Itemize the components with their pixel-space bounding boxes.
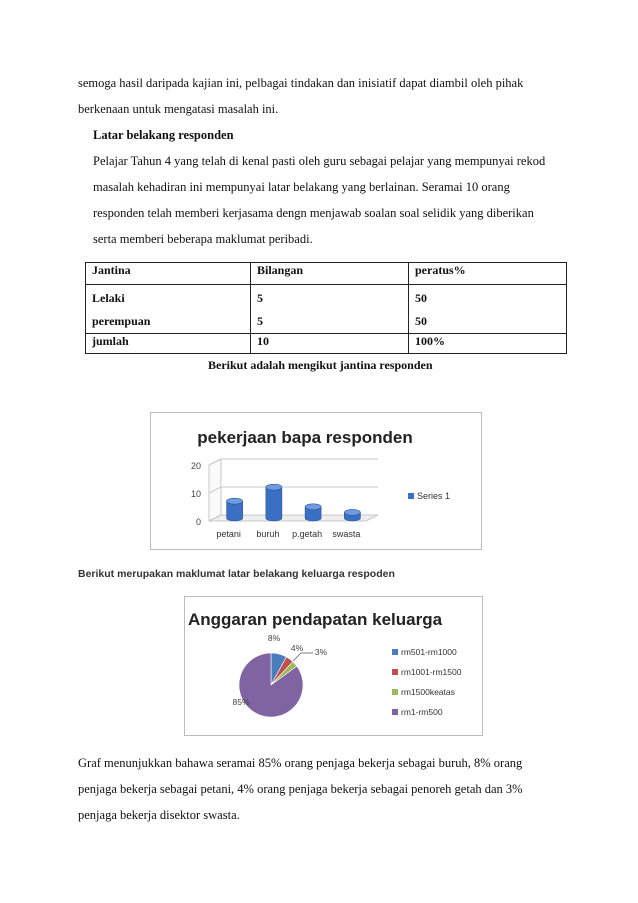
legend-label: rm501-rm1000 <box>401 647 457 657</box>
background-paragraph <box>93 148 560 252</box>
bar-chart-frame <box>150 412 482 550</box>
pie-data-label: 3% <box>314 647 328 657</box>
conclusion-line-2: penjaga bekerja sebagai petani, 4% orang penjaga bekerja sebagai penoreh getah dan 3% <box>78 782 523 796</box>
table-cell: 10 <box>251 334 409 354</box>
legend-swatch <box>392 709 398 715</box>
table-cell: jumlah <box>86 334 251 354</box>
table-caption: Berikut adalah mengikut jantina responden <box>208 358 433 372</box>
pie-data-label: 85% <box>232 697 250 707</box>
x-tick-label: petani <box>216 529 241 539</box>
conclusion-line-1: Graf menunjukkan bahawa seramai 85% orang penjaga bekerja sebagai buruh, 8% orang <box>78 756 523 770</box>
background-line-2: masalah kehadiran ini mempunyai latar belakang yang berlainan. Seramai 10 orang <box>93 180 510 194</box>
intro-line-1: semoga hasil daripada kajian ini, pelbagai tindakan dan inisiatif dapat diambil oleh pihak <box>78 76 524 90</box>
table-cell: 100% <box>409 334 567 354</box>
legend-label: rm1-rm500 <box>401 707 443 717</box>
bar-petani <box>227 498 243 521</box>
table-header-cell: peratus% <box>409 263 567 285</box>
intro-line-2: berkenaan untuk mengatasi masalah ini. <box>78 102 279 116</box>
pie-chart <box>185 597 482 735</box>
y-tick-label: 20 <box>190 461 201 471</box>
table-cell: 50 <box>415 291 427 305</box>
pie-data-label: 4% <box>290 643 304 653</box>
table-cell: Lelaki <box>92 291 125 305</box>
table-total-row <box>86 334 567 354</box>
legend-label: rm1500keatas <box>401 687 455 697</box>
legend-swatch <box>392 649 398 655</box>
background-line-1: Pelajar Tahun 4 yang telah di kenal pasti oleh guru sebagai pelajar yang mempunyai rekod <box>93 154 546 168</box>
table-row <box>86 285 567 334</box>
x-tick-label: p.getah <box>292 529 323 539</box>
background-line-3: responden telah memberi kerjasama dengn menjawab soalan soal selidik yang diberikan <box>93 206 534 220</box>
section-heading: Latar belakang responden <box>93 128 234 142</box>
conclusion-paragraph <box>78 750 548 828</box>
family-caption: Berikut merupakan maklumat latar belakang keluarga respoden <box>78 568 395 580</box>
gridline <box>209 487 378 493</box>
background-line-4: serta memberi beberapa maklumat peribadi. <box>93 232 313 246</box>
y-tick-label: 10 <box>190 489 201 499</box>
table-cell: 5 <box>257 291 263 305</box>
gender-table <box>85 262 567 354</box>
y-tick-label: 0 <box>195 517 201 527</box>
intro-paragraph <box>78 70 560 122</box>
table-cell: perempuan <box>92 314 151 328</box>
chart-title: pekerjaan bapa responden <box>197 428 413 447</box>
table-header-cell: Bilangan <box>251 263 409 285</box>
table-header-cell: Jantina <box>86 263 251 285</box>
x-tick-label: swasta <box>332 529 361 539</box>
bar-p.getah <box>305 504 321 521</box>
gridline <box>209 459 378 465</box>
legend-swatch <box>392 689 398 695</box>
bar-chart <box>151 413 481 549</box>
bar-swasta <box>344 509 360 521</box>
pie-chart-frame <box>184 596 483 736</box>
x-tick-label: buruh <box>256 529 280 539</box>
chart-title: Anggaran pendapatan keluarga <box>187 610 443 629</box>
bar-buruh <box>266 484 282 521</box>
conclusion-line-3: penjaga bekerja disektor swasta. <box>78 808 240 822</box>
legend-swatch <box>408 493 414 499</box>
table-cell: 50 <box>415 314 427 328</box>
legend-label: rm1001-rm1500 <box>401 667 462 677</box>
table-cell: 5 <box>257 314 263 328</box>
pie-data-label: 8% <box>267 633 281 643</box>
pie-leader-line <box>293 653 313 661</box>
table-header-row <box>86 263 567 285</box>
legend-swatch <box>392 669 398 675</box>
legend-label: Series 1 <box>417 491 451 501</box>
